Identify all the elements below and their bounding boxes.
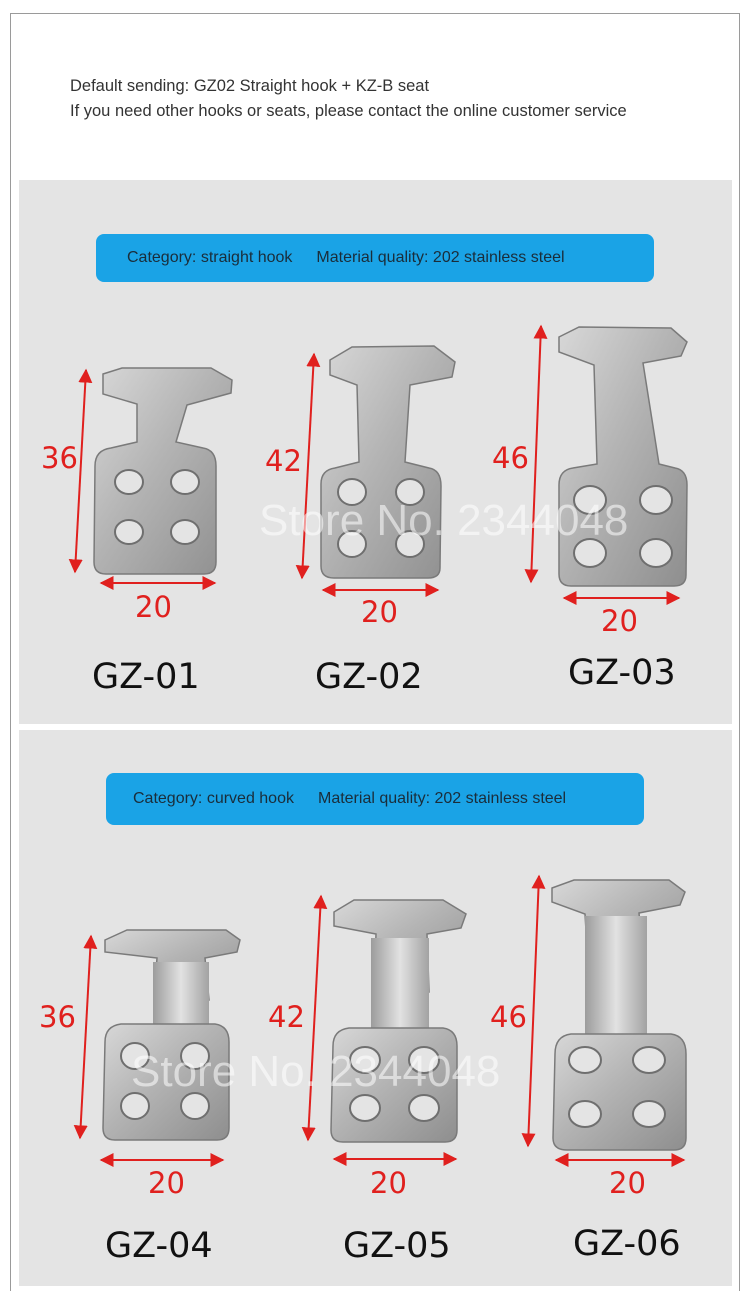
intro-line-default-sending: Default sending: GZ02 Straight hook + KZ-B seat xyxy=(70,77,430,95)
model-label-gz01: GZ-01 xyxy=(92,657,200,697)
model-label-gz05: GZ-05 xyxy=(343,1226,451,1266)
intro-line-contact: If you need other hooks or seats, please contact the online customer service xyxy=(70,102,627,120)
model-label-gz06: GZ-06 xyxy=(573,1224,681,1264)
curved-hook-illustrations xyxy=(19,730,732,1286)
hook-gz04 xyxy=(103,930,240,1140)
width-label-gz03: 20 xyxy=(601,604,638,638)
hook-gz06 xyxy=(552,880,686,1150)
hook-gz03 xyxy=(559,327,687,586)
material-label: Material quality: 202 stainless steel xyxy=(316,249,565,266)
height-label-gz01: 36 xyxy=(41,441,78,475)
straight-hook-illustrations xyxy=(19,180,732,724)
height-label-gz06: 46 xyxy=(490,1000,527,1034)
width-label-gz05: 20 xyxy=(370,1166,407,1200)
store-watermark: Store No. 2344048 xyxy=(131,1047,501,1096)
model-label-gz03: GZ-03 xyxy=(568,653,676,693)
material-label: Material quality: 202 stainless steel xyxy=(317,790,567,807)
model-label-gz02: GZ-02 xyxy=(315,657,423,697)
height-label-gz02: 42 xyxy=(265,444,302,478)
category-label: Category: curved hook xyxy=(133,790,294,807)
width-label-gz01: 20 xyxy=(135,590,172,624)
category-label: Category: straight hook xyxy=(127,249,293,266)
straight-hook-panel xyxy=(19,180,732,724)
hook-gz05 xyxy=(331,900,466,1142)
width-label-gz06: 20 xyxy=(609,1166,646,1200)
height-label-gz03: 46 xyxy=(492,441,529,475)
height-label-gz05: 42 xyxy=(268,1000,305,1034)
width-label-gz02: 20 xyxy=(361,595,398,629)
intro-text xyxy=(70,74,627,124)
curved-hook-panel xyxy=(19,730,732,1286)
store-watermark: Store No. 2344048 xyxy=(259,496,629,545)
width-label-gz04: 20 xyxy=(148,1166,185,1200)
hook-gz01 xyxy=(94,368,232,574)
height-label-gz04: 36 xyxy=(39,1000,76,1034)
model-label-gz04: GZ-04 xyxy=(105,1226,213,1266)
